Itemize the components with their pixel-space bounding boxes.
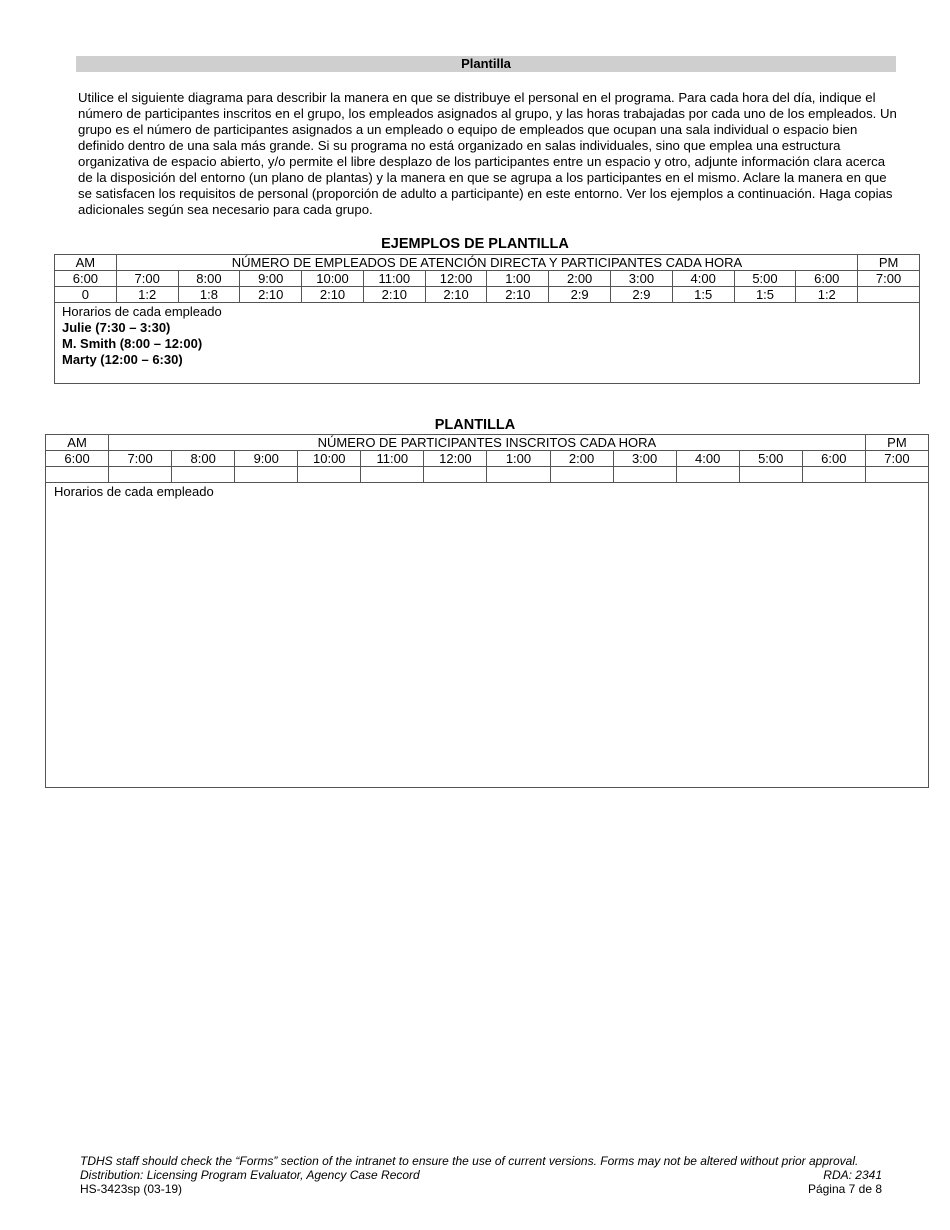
- example-schedule-cell: [55, 303, 920, 384]
- hours-row: [46, 451, 929, 467]
- blank-header: NÚMERO DE PARTICIPANTES INSCRITOS CADA HORA: [109, 435, 866, 451]
- hour-cell: 12:00: [425, 271, 487, 287]
- enrollment-input-cell[interactable]: [298, 467, 361, 483]
- enrollment-input-cell[interactable]: [487, 467, 550, 483]
- pm-label: PM: [865, 435, 928, 451]
- enrollment-input-cell[interactable]: [613, 467, 676, 483]
- enrollment-input-cell[interactable]: [550, 467, 613, 483]
- ratio-cell: 2:10: [302, 287, 364, 303]
- enrollment-input-cell[interactable]: [172, 467, 235, 483]
- hour-cell: 2:00: [550, 451, 613, 467]
- intro-text: Utilice el siguiente diagrama para describir la manera en que se distribuye el personal en el programa. Para cada hora del día, indique el número de participantes inscritos en el grupo, los empleados asignados al grupo, y las horas trabajadas por cada uno de los empleados. Un grupo es el número de participantes asignados a un empleado o equipo de empleados que ocupan una sala individual o espacio bien definido dentro de una sala más grande. Si su programa no está organizado en salas individuales, sino que emplea una estructura organizativa de espacio abierto, y/o permite el libre desplazo de los participantes entre un espacio y otro, adjunte información clara acerca de la disposición del entorno (un plano de plantas) y la manera en que se agrupa a los participantes en el mismo. Aclare la manera en que se satisfacen los requisitos de personal (proporción de adulto a participante) en este entorno. Ver los ejemplos a continuación. Haga copias adicionales según sea necesario para cada grupo.: [78, 90, 897, 217]
- schedule-entry: Julie (7:30 – 3:30): [62, 320, 171, 335]
- enrollment-input-cell[interactable]: [46, 467, 109, 483]
- ratio-cell: 1:5: [734, 287, 796, 303]
- footer-page-number: Página 7 de 8: [807, 1182, 882, 1196]
- ratio-cell: 1:5: [672, 287, 734, 303]
- hour-cell: 11:00: [361, 451, 424, 467]
- hour-cell: 6:00: [55, 271, 117, 287]
- ratio-cell: 2:10: [363, 287, 425, 303]
- footer-distribution: Distribution: Licensing Program Evaluator, Agency Case Record: [80, 1168, 420, 1182]
- footer-form-id: HS-3423sp (03-19): [80, 1182, 183, 1196]
- hour-cell: 5:00: [739, 451, 802, 467]
- schedule-label: Horarios de cada empleado: [62, 304, 222, 319]
- enrollment-input-cell[interactable]: [802, 467, 865, 483]
- blank-staffing-table: [45, 434, 929, 788]
- ratio-cell: 1:2: [796, 287, 858, 303]
- ratio-cell: 0: [55, 287, 117, 303]
- enrollment-input-cell[interactable]: [739, 467, 802, 483]
- ratio-cell: 2:9: [611, 287, 673, 303]
- example-staffing-table: [54, 254, 920, 384]
- hour-cell: 10:00: [298, 451, 361, 467]
- hour-cell: 7:00: [109, 451, 172, 467]
- enrollment-row: [46, 467, 929, 483]
- hour-cell: 9:00: [235, 451, 298, 467]
- hour-cell: 9:00: [240, 271, 302, 287]
- schedule-entry: M. Smith (8:00 – 12:00): [62, 336, 203, 351]
- am-label: AM: [55, 255, 117, 271]
- blank-table-title: PLANTILLA: [434, 417, 516, 433]
- ratio-cell: 2:10: [425, 287, 487, 303]
- footer: [80, 1154, 882, 1196]
- hour-cell: 1:00: [487, 451, 550, 467]
- hour-cell: 3:00: [613, 451, 676, 467]
- pm-label: PM: [858, 255, 920, 271]
- ratio-cell: 1:2: [116, 287, 178, 303]
- ratio-cell: 2:9: [549, 287, 611, 303]
- hours-row: [55, 271, 920, 287]
- hour-cell: 6:00: [796, 271, 858, 287]
- ratio-cell: 1:8: [178, 287, 240, 303]
- example-table-title: EJEMPLOS DE PLANTILLA: [381, 236, 569, 252]
- enrollment-input-cell[interactable]: [109, 467, 172, 483]
- hour-cell: 4:00: [672, 271, 734, 287]
- ratio-cell: [858, 287, 920, 303]
- section-title: Plantilla: [76, 56, 896, 72]
- enrollment-input-cell[interactable]: [235, 467, 298, 483]
- hour-cell: 10:00: [302, 271, 364, 287]
- enrollment-input-cell[interactable]: [424, 467, 487, 483]
- footer-note: TDHS staff should check the “Forms” section of the intranet to ensure the use of current versions. Forms may not be altered without prior approval.: [80, 1154, 859, 1168]
- hour-cell: 7:00: [865, 451, 928, 467]
- ratio-cell: 2:10: [487, 287, 549, 303]
- hour-cell: 6:00: [46, 451, 109, 467]
- hour-cell: 6:00: [802, 451, 865, 467]
- example-header: NÚMERO DE EMPLEADOS DE ATENCIÓN DIRECTA Y PARTICIPANTES CADA HORA: [116, 255, 857, 271]
- hour-cell: 1:00: [487, 271, 549, 287]
- hour-cell: 12:00: [424, 451, 487, 467]
- enrollment-input-cell[interactable]: [676, 467, 739, 483]
- schedule-entry: Marty (12:00 – 6:30): [62, 352, 183, 367]
- hour-cell: 2:00: [549, 271, 611, 287]
- hour-cell: 7:00: [116, 271, 178, 287]
- enrollment-input-cell[interactable]: [361, 467, 424, 483]
- hour-cell: 8:00: [172, 451, 235, 467]
- enrollment-input-cell[interactable]: [865, 467, 928, 483]
- ratios-row: [55, 287, 920, 303]
- hour-cell: 7:00: [858, 271, 920, 287]
- hour-cell: 11:00: [363, 271, 425, 287]
- blank-schedule-cell[interactable]: [46, 483, 929, 788]
- schedule-label: Horarios de cada empleado: [54, 484, 214, 499]
- am-label: AM: [46, 435, 109, 451]
- hour-cell: 3:00: [611, 271, 673, 287]
- hour-cell: 5:00: [734, 271, 796, 287]
- footer-rda: RDA: 2341: [823, 1168, 882, 1182]
- hour-cell: 8:00: [178, 271, 240, 287]
- hour-cell: 4:00: [676, 451, 739, 467]
- ratio-cell: 2:10: [240, 287, 302, 303]
